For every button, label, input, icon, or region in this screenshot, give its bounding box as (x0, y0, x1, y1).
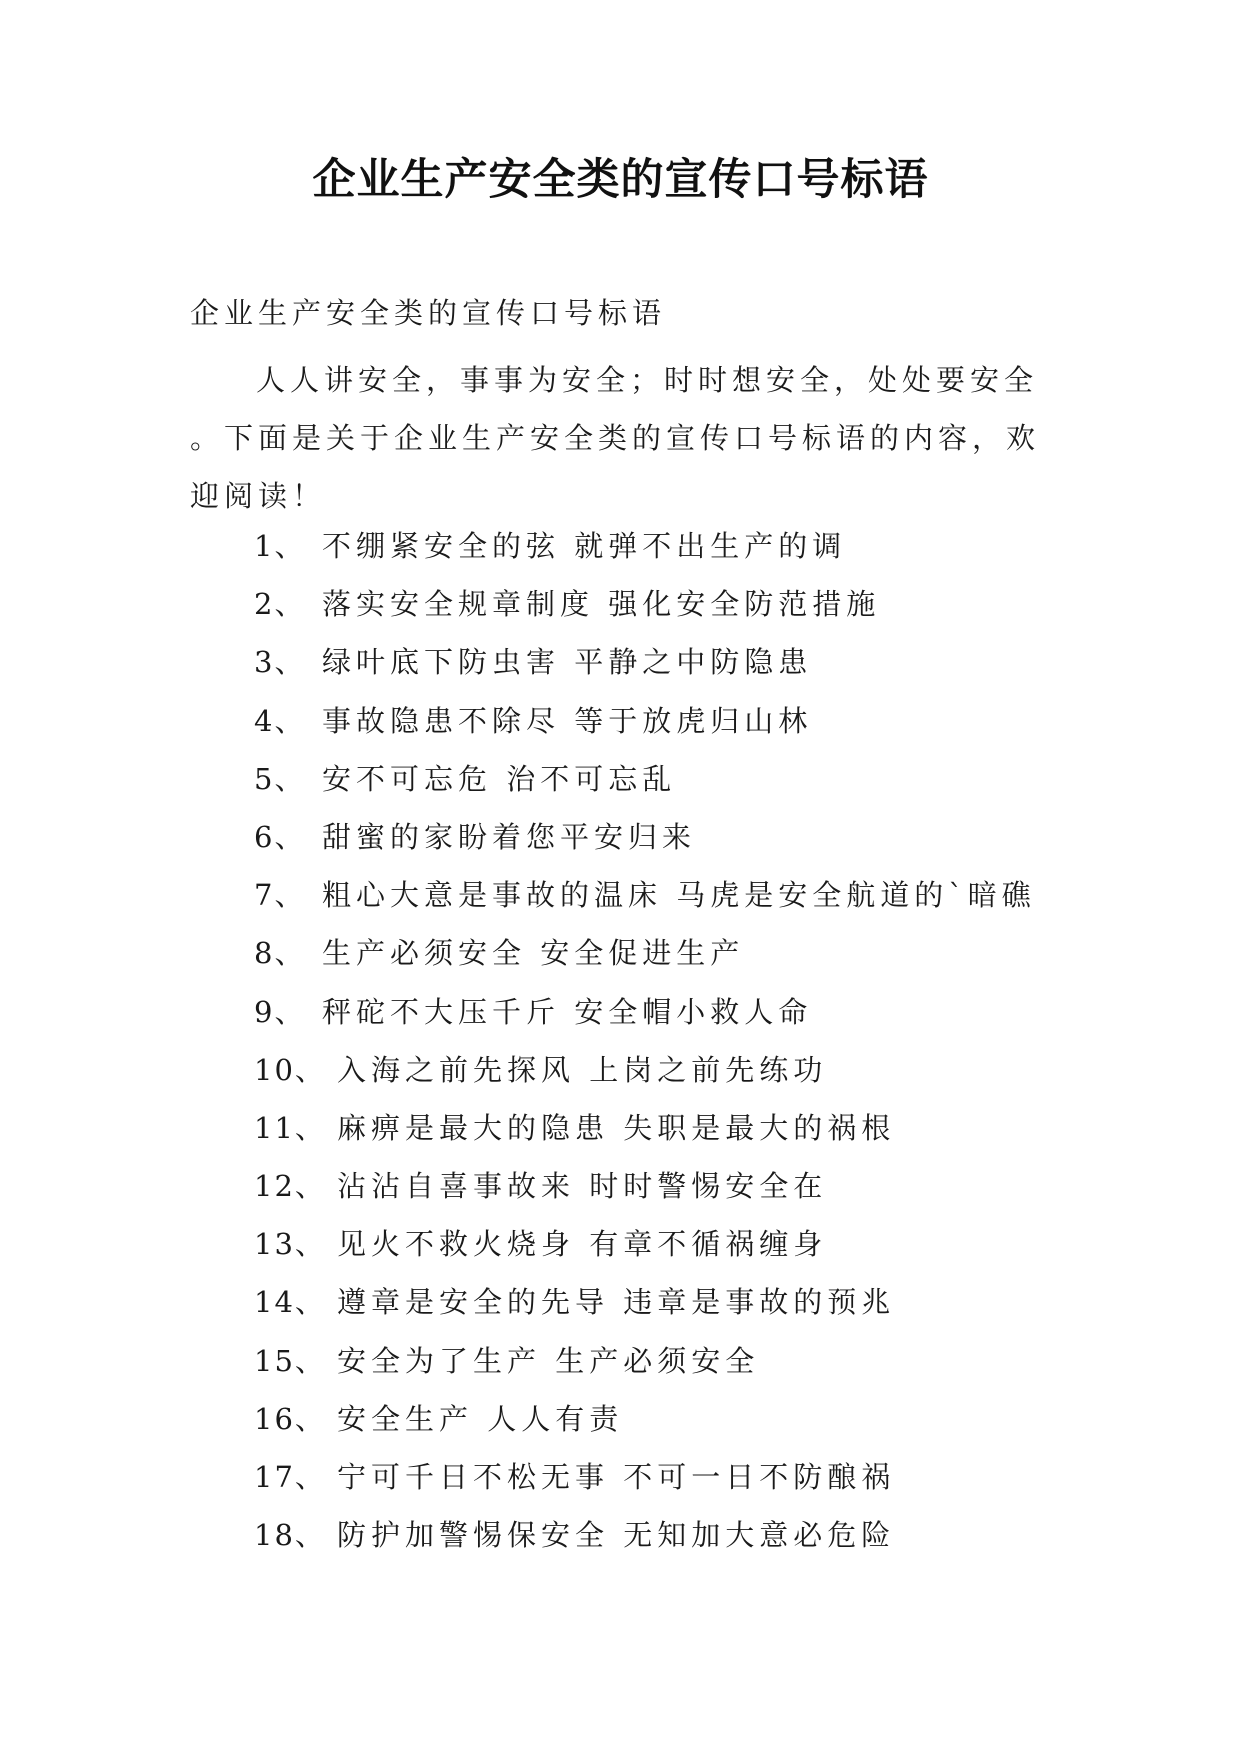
item-number: 17、 (254, 1460, 326, 1494)
list-item (254, 1341, 1036, 1399)
item-number: 18、 (254, 1518, 326, 1553)
item-number: 9、 (254, 994, 306, 1029)
slogan-text: 秤砣不大压千斤 安全帽小救人命 (322, 994, 813, 1029)
item-number: 3、 (254, 645, 306, 680)
item-number: 1、 (254, 529, 306, 563)
slogan-text: 安不可忘危 治不可忘乱 (322, 761, 677, 796)
list-item (254, 1050, 1036, 1108)
list-item (254, 1515, 1036, 1573)
slogan-text: 落实安全规章制度 强化安全防范措施 (322, 587, 881, 622)
document-title: 企业生产安全类的宣传口号标语 (312, 155, 929, 205)
slogan-text: 沾沾自喜事故来 时时警惕安全在 (337, 1169, 828, 1204)
list-item (254, 584, 1036, 642)
item-number: 7、 (254, 878, 306, 913)
list-item (254, 933, 1036, 991)
slogan-text: 生产必须安全 安全促进生产 (322, 936, 745, 971)
list-item (254, 526, 1036, 584)
list-item (254, 1224, 1036, 1282)
document-subtitle: 企业生产安全类的宣传口号标语 (190, 296, 667, 330)
slogan-text: 宁可千日不松无事 不可一日不防酿祸 (337, 1460, 896, 1494)
slogan-text: 事故隐患不除尽 等于放虎归山林 (322, 703, 813, 738)
slogan-text: 见火不救火烧身 有章不循祸缠身 (337, 1227, 828, 1262)
slogan-text: 防护加警惕保安全 无知加大意必危险 (337, 1518, 896, 1553)
item-number: 13、 (254, 1227, 326, 1262)
slogan-text: 甜蜜的家盼着您平安归来 (322, 819, 697, 854)
item-number: 6、 (254, 819, 306, 854)
slogan-list (254, 526, 1036, 1573)
list-item (254, 1108, 1036, 1166)
item-number: 12、 (254, 1169, 326, 1204)
list-item (254, 1399, 1036, 1457)
list-item (254, 759, 1036, 817)
list-item (254, 1457, 1036, 1515)
item-number: 16、 (254, 1401, 326, 1436)
item-number: 14、 (254, 1285, 326, 1320)
item-number: 10、 (254, 1052, 326, 1087)
slogan-text: 麻痹是最大的隐患 失职是最大的祸根 (337, 1110, 896, 1145)
item-number: 8、 (254, 936, 306, 971)
slogan-text: 遵章是安全的先导 违章是事故的预兆 (337, 1285, 896, 1320)
list-item (254, 1282, 1036, 1340)
item-number: 15、 (254, 1343, 326, 1378)
slogan-text: 安全为了生产 生产必须安全 (337, 1343, 760, 1378)
slogan-text: 粗心大意是事故的温床 马虎是安全航道的`暗礁 (322, 878, 1036, 913)
slogan-text: 入海之前先探风 上岗之前先练功 (337, 1052, 828, 1087)
item-number: 5、 (254, 761, 306, 796)
list-item (254, 992, 1036, 1050)
slogan-text: 绿叶底下防虫害 平静之中防隐患 (322, 645, 813, 680)
list-item (254, 1166, 1036, 1224)
intro-paragraph: 人人讲安全，事事为安全；时时想安全，处处要安全 。下面是关于企业生产安全类的宣传口号标语的内容，欢迎阅读！ (190, 363, 1041, 513)
list-item (254, 817, 1036, 875)
item-number: 2、 (254, 587, 306, 622)
item-number: 4、 (254, 703, 306, 738)
list-item (254, 875, 1036, 933)
slogan-text: 安全生产 人人有责 (337, 1401, 624, 1436)
item-number: 11、 (254, 1110, 326, 1145)
list-item (254, 701, 1036, 759)
slogan-text: 不绷紧安全的弦 就弹不出生产的调 (322, 529, 847, 563)
list-item (254, 642, 1036, 700)
